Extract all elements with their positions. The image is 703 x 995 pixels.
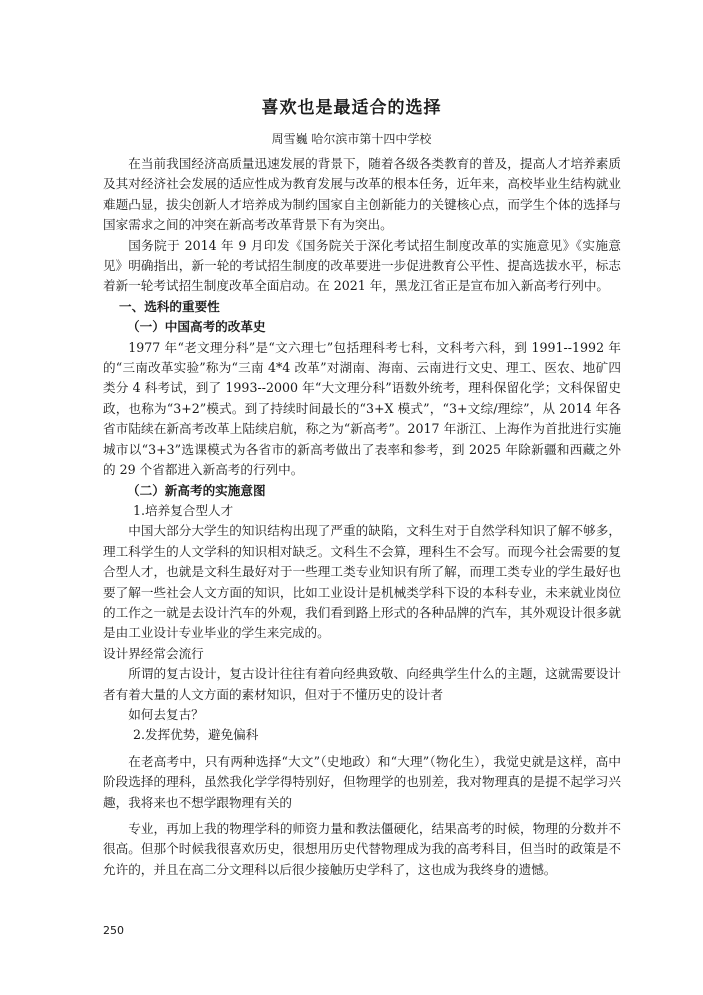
- section-heading-1: 一、选科的重要性: [119, 298, 220, 314]
- paragraph-history: 1977 年“老文理分科”是“文六理七”包括理科考七科，文科考六科，到 1991--1992 年的“三南改革实验”称为“三南 4*4 改革”对湖南、海南、云南进行文史、理工、医农、地矿四类分 4 科考试，到了 1993--2000 年“大文理分科”语数外统考，理科保留化学；文科保留史政，也称为“3+2”模式。到了持续时间最长的“3+X 模式”，“3+文综/理综”，从 2014 年各省市陆续在新高考改革上陆续启航，称之为“新高考”。2017 年浙江、上海作为首批进行实施城市以“3+3”选课模式为各省市的新高考做出了表率和参考，到 2025 年除新疆和西藏之外的 29 个省都进入新高考的行列中。: [103, 339, 621, 478]
- article-body: [103, 154, 621, 880]
- paragraph-composite-talent: 中国大部分大学生的知识结构出现了严重的缺陷，文科生对于自然学科知识了解不够多，理工科学生的人文学科的知识相对缺乏。文科生不会算，理科生不会写。而现今社会需要的复合型人才，也就是文科生最好对于一些理工类专业知识有所了解，而理工类专业的学生最好也要了解一些社会人文方面的知识，比如工业设计是机械类学科下设的本科专业，未来就业岗位的工作之一就是去设计汽车的外观，我们看到路上形式的各种品牌的汽车，其外观设计很多就是由工业设计专业毕业的学生来完成的。: [103, 523, 621, 641]
- subsection-heading-2: （二）新高考的实施意图: [127, 482, 266, 498]
- paragraph-retro-design: 所谓的复古设计，复古设计往往有着向经典致敬、向经典学生什么的主题，这就需要设计者有着大量的人文方面的素材知识，但对于不懂历史的设计者: [103, 666, 621, 702]
- paragraph-design-trend: 设计界经常会流行: [103, 645, 204, 661]
- subsection-heading-1: （一）中国高考的改革史: [127, 319, 266, 335]
- paragraph-retro-question: 如何去复古？: [128, 706, 204, 722]
- author-line: 周雪巍 哈尔滨市第十四中学校: [271, 132, 432, 146]
- page-number: 250: [103, 924, 124, 937]
- paragraph-intro: 在当前我国经济高质量迅速发展的背景下，随着各级各类教育的普及，提高人才培养素质及其对经济社会发展的适应性成为教育发展与改革的根本任务，近年来，高校毕业生结构就业难题凸显，拔尖创新人才培养成为制约国家自主创新能力的关键核心点，而学生个体的选择与国家需求之间的冲突在新高考改革背景下有为突出。: [103, 156, 621, 233]
- paragraph-policy: 国务院于 2014 年 9 月印发《国务院关于深化考试招生制度改革的实施意见》《实施意见》明确指出，新一轮的考试招生制度的改革要进一步促进教育公平性、提高选拔水平，标志着新一轮考试招生制度改革全面启动。在 2021 年，黑龙江省正是宣布加入新高考行列中。: [103, 237, 621, 294]
- point-heading-1: 1.培养复合型人才: [133, 502, 234, 518]
- paragraph-old-exam: 在老高考中，只有两种选择“大文”（史地政）和“大理”（物化生），我觉史就是这样，高中阶段选择的理科，虽然我化学学得特别好，但物理学的也别差，我对物理真的是提不起学习兴趣，我将来也不想学跟物理有关的: [103, 753, 621, 810]
- point-heading-2: 2.发挥优势，避免偏科: [133, 727, 259, 743]
- paper-title: 喜欢也是最适合的选择: [261, 98, 442, 118]
- paragraph-regret: 专业，再加上我的物理学科的师资力量和教法僵硬化，结果高考的时候，物理的分数并不很高。但那个时候我很喜欢历史，很想用历史代替物理成为我的高考科目，但当时的政策是不允许的，并且在高二分文理科以后很少接触历史学科了，这也成为我终身的遗憾。: [103, 821, 621, 877]
